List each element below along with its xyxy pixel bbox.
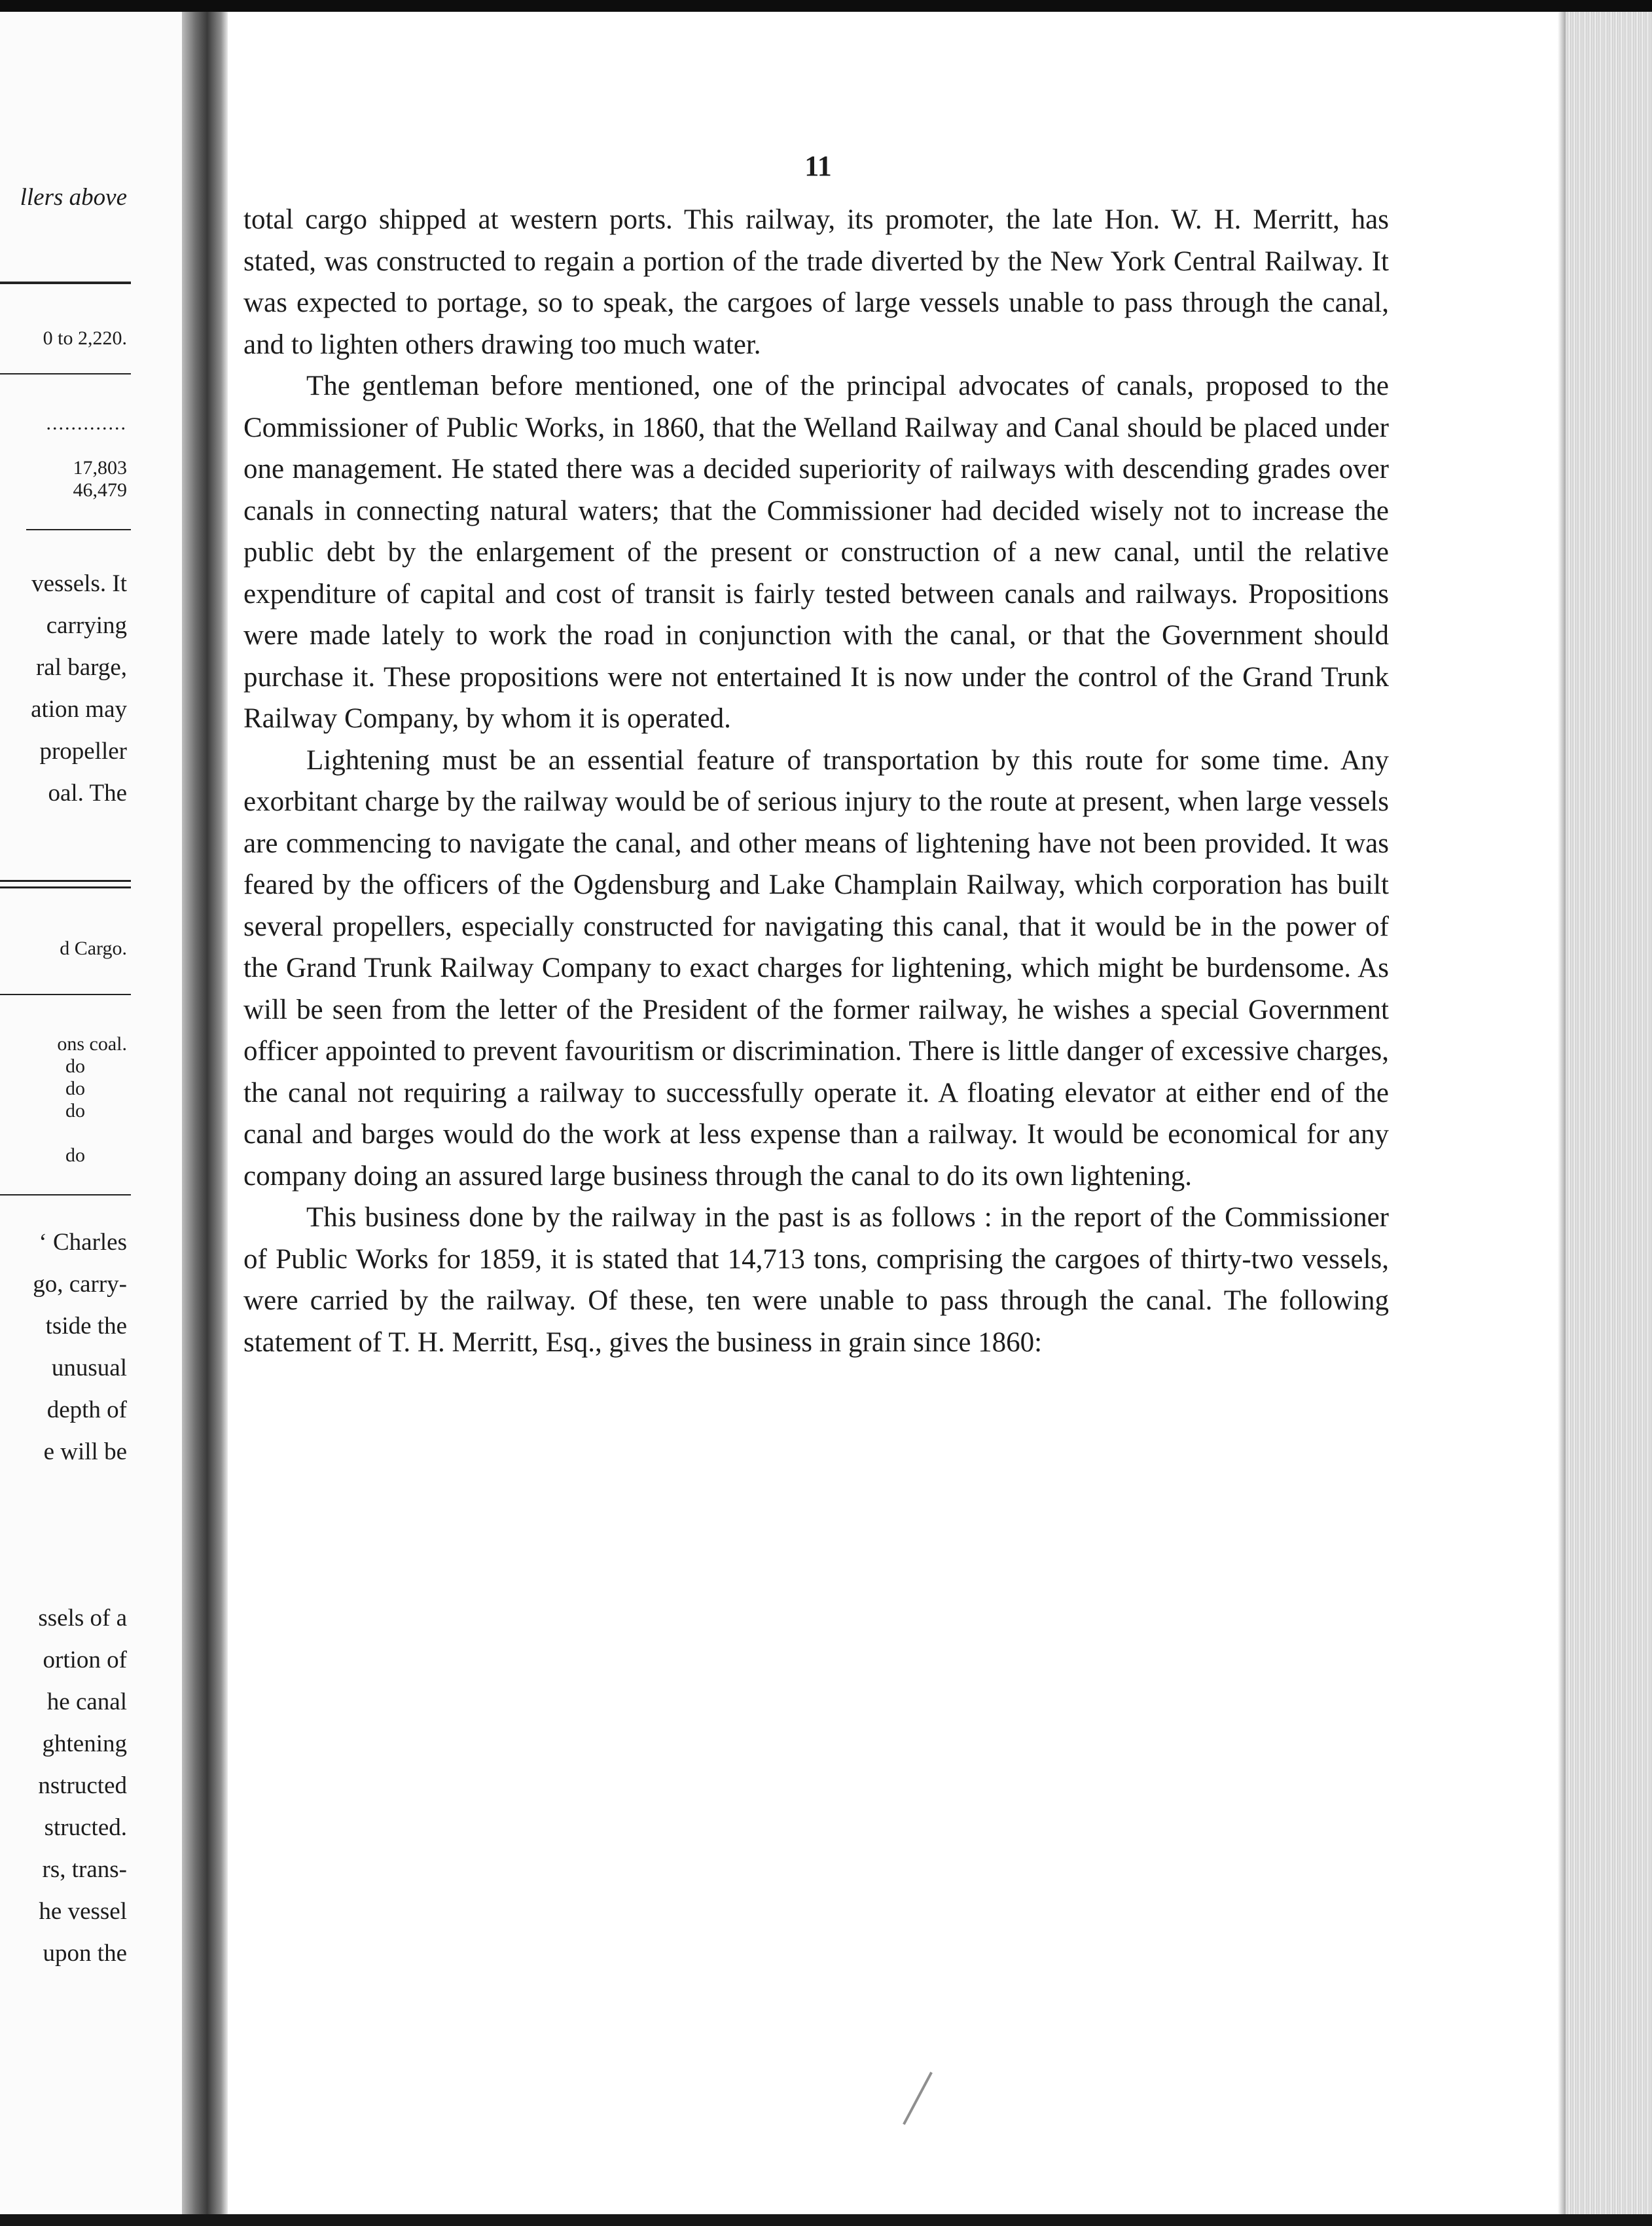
page-number: 11 — [804, 150, 832, 182]
book-gutter — [182, 12, 228, 2214]
left-text-line: 17,803 — [73, 457, 127, 479]
left-text-line: e will be — [43, 1438, 127, 1465]
left-text-line: ghtening — [42, 1730, 127, 1757]
paragraph: This business done by the railway in the past is as follows : in the report of the Commissioner of Public Works for 1859, it is stated that 14,713 tons, comprising the cargoes of thirty-two vessels, were carried by the railway. Of these, ten were unable to pass through the canal. The following statement of T. H. Merritt, Esq., gives the business in grain since 1860: — [243, 1202, 1389, 1358]
left-text-line: llers above — [20, 184, 127, 211]
left-text-line: nstructed — [38, 1772, 127, 1799]
left-text-line: ortion of — [43, 1647, 127, 1673]
left-rule — [0, 880, 131, 888]
left-text-line: depth of — [46, 1396, 127, 1423]
main-text — [243, 199, 1389, 1363]
left-text-line: vessels. It — [31, 570, 127, 597]
paragraph: The gentleman before mentioned, one of the principal advocates of canals, proposed to the Commissioner of Public Works, in 1860, that the Welland Railway and Canal should be placed under one management. He stated there was a decided superiority of railways with descending grades over canals in connecting natural waters; that the Commissioner had decided wisely not to increase the public debt by the enlargement of the present or construction of a new canal, until the relative expenditure of capital and cost of transit is fairly tested between canals and railways. Propositions were made lately to work the road in conjunction with the canal, or that the Government should purchase it. These propositions were not entertained It is now under the control of the Grand Trunk Railway Company, by whom it is operated. — [243, 371, 1389, 734]
left-page-fragment — [0, 12, 190, 2214]
left-text-line: oal. The — [48, 780, 127, 807]
scan-mark — [903, 2071, 933, 2125]
left-text-line: ation may — [31, 696, 127, 723]
left-rule — [26, 529, 131, 530]
left-text-line: ral barge, — [35, 654, 127, 681]
left-text-line: structed. — [44, 1814, 127, 1841]
left-text-line: propeller — [39, 738, 127, 765]
left-text-line: tside the — [45, 1313, 127, 1340]
left-text-line: do — [65, 1055, 85, 1077]
left-text-line: 46,479 — [73, 479, 127, 501]
left-text-line: he vessel — [39, 1898, 127, 1925]
left-text-line: do — [65, 1100, 85, 1122]
left-text-line: ssels of a — [38, 1605, 127, 1632]
left-dot-leader: ............. — [46, 412, 127, 434]
left-rule — [0, 373, 131, 374]
paragraph: total cargo shipped at western ports. This railway, its promoter, the late Hon. W. H. Merritt, has stated, was constructed to regain a portion of the trade diverted by the New York Central Railway. It was expected to portage, so to speak, the cargoes of large vessels unable to pass through the canal, and to lighten others drawing too much water. — [243, 204, 1389, 360]
left-text-line: do — [65, 1078, 85, 1099]
left-text-line: 0 to 2,220. — [43, 327, 127, 349]
left-rule — [0, 1194, 131, 1195]
left-text-line: do — [65, 1144, 85, 1166]
left-text-line: upon the — [43, 1940, 127, 1967]
scan-bottom-border — [0, 2214, 1652, 2226]
left-text-line: unusual — [51, 1355, 127, 1381]
left-rule — [0, 282, 131, 284]
left-text-line: ‘ Charles — [39, 1229, 127, 1256]
left-text-line: go, carry- — [33, 1271, 127, 1298]
left-text-line: carrying — [46, 612, 127, 639]
page-stack-edge — [1566, 12, 1652, 2214]
paragraph: Lightening must be an essential feature of transportation by this route for some time. Any exorbitant charge by the railway would be of serious injury to the route at present, when large vessels are commencing to navigate the canal, and other means of lightening have not been provided. It was feared by the officers of the Ogdensburg and Lake Champlain Railway, which corporation has built several propellers, especially constructed for navigating this canal, that it would be in the power of the Grand Trunk Railway Company to exact charges for lightening, which might be burdensome. As will be seen from the letter of the President of the former railway, he wishes a special Government officer appointed to prevent favouritism or discrimination. There is little danger of excessive charges, the canal not requiring a railway to successfully operate it. A floating elevator at either end of the canal and barges would do the work at less expense than a railway. It would be economical for any company doing an assured large business through the canal to do its own lightening. — [243, 744, 1389, 1192]
left-text-line: he canal — [46, 1688, 127, 1715]
left-text-line: d Cargo. — [60, 938, 127, 959]
scan-top-border — [0, 0, 1652, 12]
left-text-line: rs, trans- — [42, 1856, 127, 1883]
left-rule — [0, 994, 131, 995]
left-text-line: ons coal. — [57, 1033, 127, 1055]
